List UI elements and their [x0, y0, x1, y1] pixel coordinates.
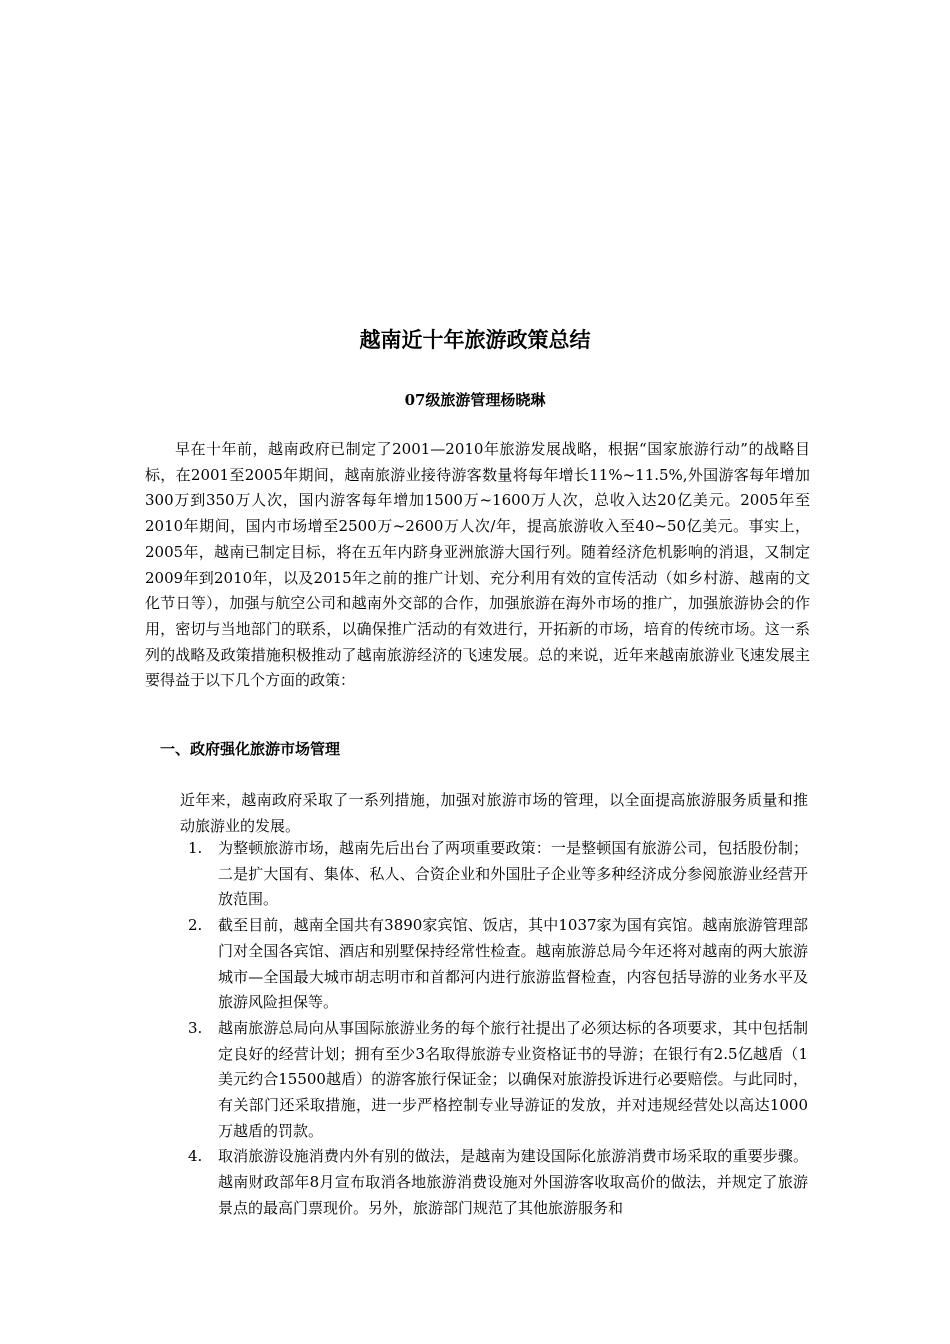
list-item-text: 截至目前，越南全国共有3890家宾馆、饭店，其中1037家为国有宾馆。越南旅游管理部门对全国各宾馆、酒店和别墅保持经常性检查。越南旅游总局今年还将对越南的两大旅游城市—全国最大城市胡志明市和首都河内进行旅游监督检查，内容包括导游的业务水平及旅游风险担保等。: [218, 916, 808, 1012]
section-heading-1: 一、政府强化旅游市场管理: [160, 740, 341, 758]
intro-paragraph: 早在十年前，越南政府已制定了2001—2010年旅游发展战略，根据“国家旅游行动”的战略目标，在2001至2005年期间，越南旅游业接待游客数量将每年增长11%~11.5%,外国游客每年增加300万到350万人次，国内游客每年增加1500万~1600万人次，总收入达20亿美元。2005年至2010年期间，国内市场增至2500万~2600万人次/年，提高旅游收入至40~50亿美元。事实上，2005年，越南已制定目标，将在五年内跻身亚洲旅游大国行列。随着经济危机影响的消退，又制定2009年到2010年，以及2015年之前的推广计划、充分利用有效的宣传活动（如乡村游、越南的文化节日等），加强与航空公司和越南外交部的合作，加强旅游在海外市场的推广，加强旅游协会的作用，密切与当地部门的联系，以确保推广活动的有效进行，开拓新的市场，培育的传统市场。这一系列的战略及政策措施积极推动了越南旅游经济的飞速发展。总的来说，近年来越南旅游业飞速发展主要得益于以下几个方面的政策：: [145, 440, 810, 690]
list-item-text: 越南旅游总局向从事国际旅游业务的每个旅行社提出了必须达标的各项要求，其中包括制定良好的经营计划；拥有至少3名取得旅游专业资格证书的导游；在银行有2.5亿越盾（1美元约合15500越盾）的游客旅行保证金；以确保对旅游投诉进行必要赔偿。与此同时，有关部门还采取措施，进一步严格控制专业导游证的发放，并对违规经营处以高达1000万越盾的罚款。: [218, 1018, 808, 1140]
list-item-number: 3.: [188, 1018, 203, 1037]
list-item-number: 1.: [188, 839, 203, 857]
section1-list: [180, 836, 808, 1222]
list-item: [180, 836, 808, 913]
document-title: 越南近十年旅游政策总结: [359, 327, 591, 352]
list-item: [180, 1016, 808, 1145]
list-item: [180, 913, 808, 1016]
list-item-number: 2.: [188, 916, 203, 935]
list-item: [180, 1144, 808, 1221]
list-item-text: 取消旅游设施消费内外有别的做法，是越南为建设国际化旅游消费市场采取的重要步骤。越南财政部年8月宣布取消各地旅游消费设施对外国游客收取高价的做法，并规定了旅游景点的最高门票现价。另外，旅游部门规范了其他旅游服务和: [218, 1147, 808, 1217]
author-line: 07级旅游管理杨晓琳: [404, 391, 546, 409]
section1-paragraph: 近年来，越南政府采取了一系列措施，加强对旅游市场的管理，以全面提高旅游服务质量和推动旅游业的发展。: [180, 791, 808, 835]
list-item-number: 4.: [188, 1147, 203, 1166]
list-item-text: 为整顿旅游市场，越南先后出台了两项重要政策：一是整顿国有旅游公司，包括股份制；二是扩大国有、集体、私人、合资企业和外国肚子企业等多种经济成分参阅旅游业经营开放范围。: [218, 839, 808, 909]
